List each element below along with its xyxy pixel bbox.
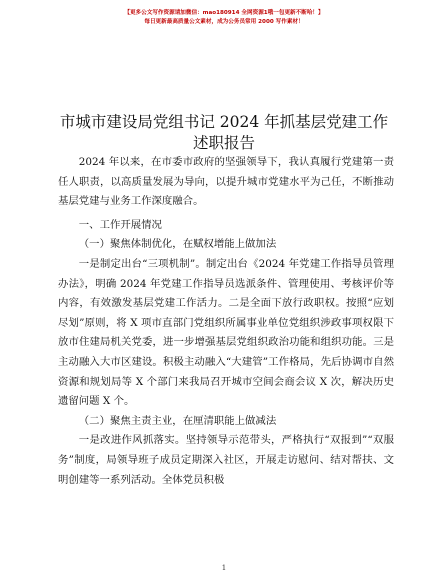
paragraph-2: 一是改进作风抓落实。坚持领导示范带头，严格执行“双报到”“双服务”制度，局领导班子成员定期深入社区，开展走访慰问、结对帮扶、文明创建等一系列活动。全体党员积极 <box>58 434 394 486</box>
banner-line-1: 【更多公文写作资源请加微信：mao180914 全网资源1哦一包更新不断哈！】 <box>124 10 324 16</box>
paragraph-1: 一是制定出台“三项机制”。制定出台《2024 年党建工作指导员管理办法》，明确 2024 年党建工作指导员选派条件、管理使用、考核评价等内容，有效激发基层党建工作活力。二是全面下放行政职权。按照“应划尽划”原则，将 X 项市直部门党组织所属事业单位党组织涉政事项权限下放市住建局机关党委，进一步增强基层党组织政治功能和组织功能。三是主动融入大市区建设。积极主动融入“大建管”工作格局，先后协调市自然资源和规划局等 X 个部门来我局召开城市空间会商会议 X 次，解决历史遗留问题 X 个。 <box>58 257 394 408</box>
promo-banner <box>0 9 448 27</box>
section-heading-1: 一、工作开展情况 <box>78 218 162 231</box>
subsection-heading-2: （二）聚焦主责主业，在厘清职能上做减法 <box>78 414 277 427</box>
document-title <box>0 112 448 154</box>
document-body <box>58 153 394 490</box>
page-number: 1 <box>221 564 227 572</box>
title-line-1: 市城市建设局党组书记 2024 年抓基层党建工作 <box>59 113 389 131</box>
subsection-heading-1: （一）聚焦体制优化，在赋权增能上做加法 <box>78 238 277 251</box>
title-line-2: 述职报告 <box>192 134 255 152</box>
intro-paragraph: 2024 年以来，在市委市政府的坚强领导下，我认真履行党建第一责任人职责，以高质量发展为导向，以提升城市党建水平为己任，不断推动基层党建与业务工作深度融合。 <box>58 156 394 208</box>
banner-line-2: 每日更新最高质量公文素材，成为公务员常用 2000 写作素材！ <box>144 19 304 25</box>
